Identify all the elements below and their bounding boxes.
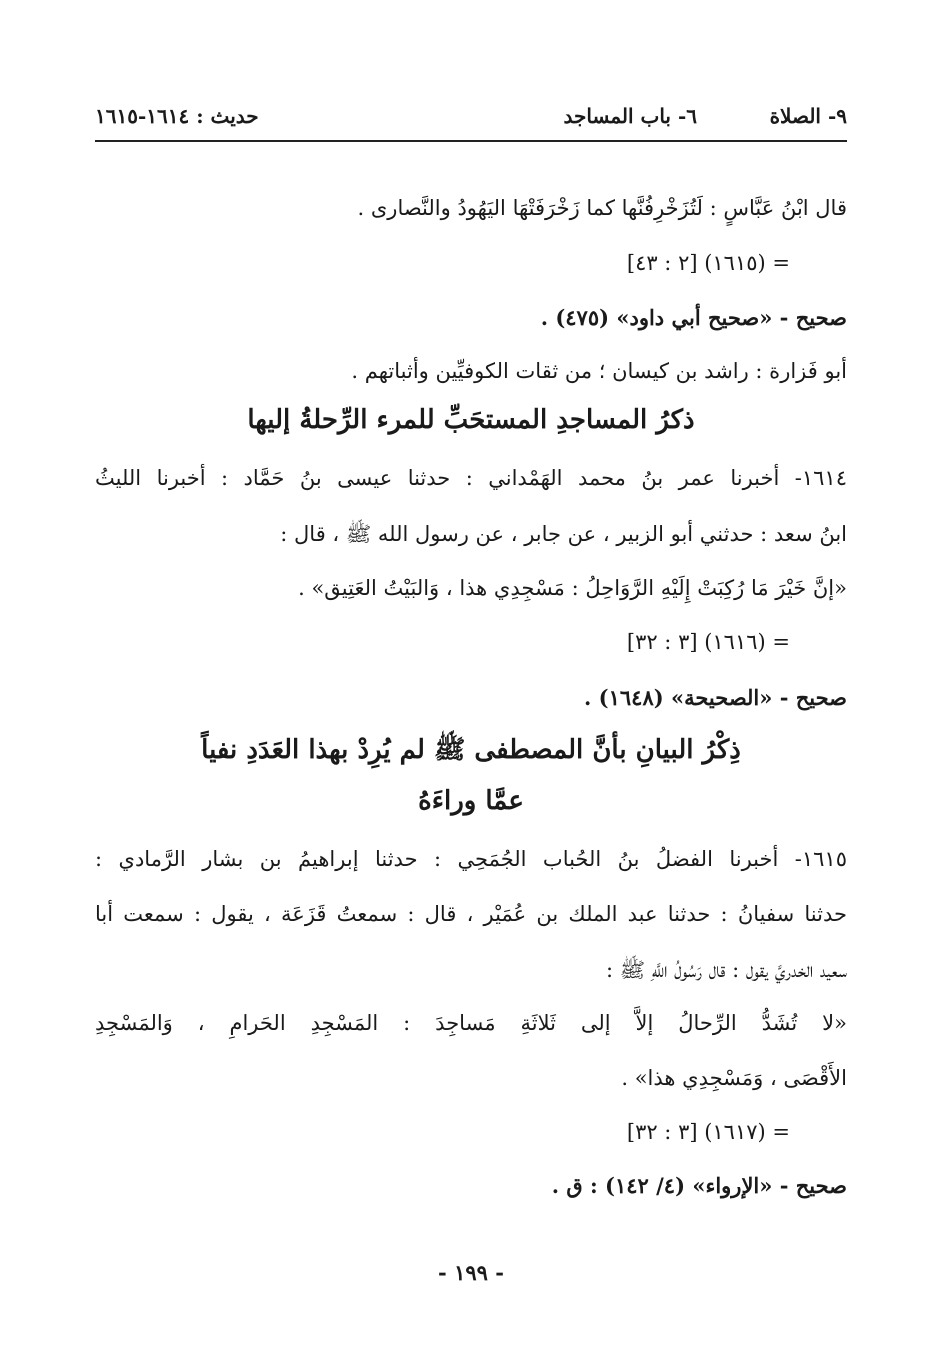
hadith-text-line: ١٦١٥- أخبرنا الفضلُ بنُ الحُباب الجُمَحِي : حدثنا إبراهيمُ بن بشار الرَّمادي : xyxy=(95,847,847,871)
cross-reference: = (١٦١٥) [٢ : ٤٣] xyxy=(626,251,790,275)
cross-reference: = (١٦١٦) [٣ : ٣٢] xyxy=(626,630,790,654)
grading-line: صحيح - «صحيح أبي داود» (٤٧٥) . xyxy=(540,305,847,330)
page-number: - ١٩٩ - xyxy=(438,1260,504,1285)
hadith-quote-line: «إنَّ خَيْرَ مَا رُكِبَتْ إِلَيْهِ الرَّوَاحِلُ : مَسْجِدِي هذا ، وَالبَيْتُ العَتِيق» . xyxy=(298,576,847,600)
header-chapter: ٩- الصلاة xyxy=(769,104,847,128)
header-hadith-range: حديث : ١٦١٤-١٦١٥ xyxy=(95,104,259,128)
header-section: ٦- باب المساجد xyxy=(563,104,697,128)
grading-line: صحيح - «الصحيحة» (١٦٤٨) . xyxy=(584,685,847,710)
hadith-text-line: ابنُ سعد : حدثني أبو الزبير ، عن جابر ، عن رسول الله ﷺ ، قال : xyxy=(280,522,847,546)
section-heading: ذِكْرُ البيانِ بأنَّ المصطفى ﷺ لم يُرِدْ بهذا العَدَدِ نفياً xyxy=(201,735,741,765)
section-heading: ذكرُ المساجدِ المستحَبِّ للمرء الرِّحلةُ إليها xyxy=(247,405,695,435)
cross-reference: = (١٦١٧) [٣ : ٣٢] xyxy=(626,1120,790,1144)
running-header xyxy=(95,96,847,142)
hadith-text-line: ١٦١٤- أخبرنا عمر بنُ محمد الهَمْداني : حدثنا عيسى بنُ حَمَّاد : أخبرنا الليثُ xyxy=(95,466,847,490)
hadith-quote-line: الأَقْصَى ، وَمَسْجِدِي هذا» . xyxy=(621,1066,847,1090)
section-heading-continued: عمَّا وراءَهُ xyxy=(418,786,524,816)
text-line: قال ابْنُ عَبَّاسٍ : لَتُزَخْرِفُنَّها كما زَخْرَفَتْهَا اليَهُودُ والنَّصارى . xyxy=(357,196,847,220)
grading-line: صحيح - «الإرواء» (٤/ ١٤٢) : ق . xyxy=(551,1173,847,1198)
hadith-text-line: سعيد الخدريَّ يقول : قال رَسُولُ اللَّهِ ﷺ : xyxy=(606,958,847,982)
text-line: أبو فَزارة : راشد بن كيسان ؛ من ثقات الكوفيِّين وأثباتهم . xyxy=(351,359,847,383)
hadith-text-line: حدثنا سفيانُ : حدثنا عبد الملك بن عُمَيْر ، قال : سمعتُ قَزَعَة ، يقول : سمعت أبا xyxy=(95,902,847,926)
hadith-quote-line: «لا تُشَدُّ الرِّحالُ إلاَّ إلى ثَلاثَةِ مَساجِدَ : المَسْجِدِ الحَرامِ ، وَالمَسْجِدِ xyxy=(95,1011,847,1035)
